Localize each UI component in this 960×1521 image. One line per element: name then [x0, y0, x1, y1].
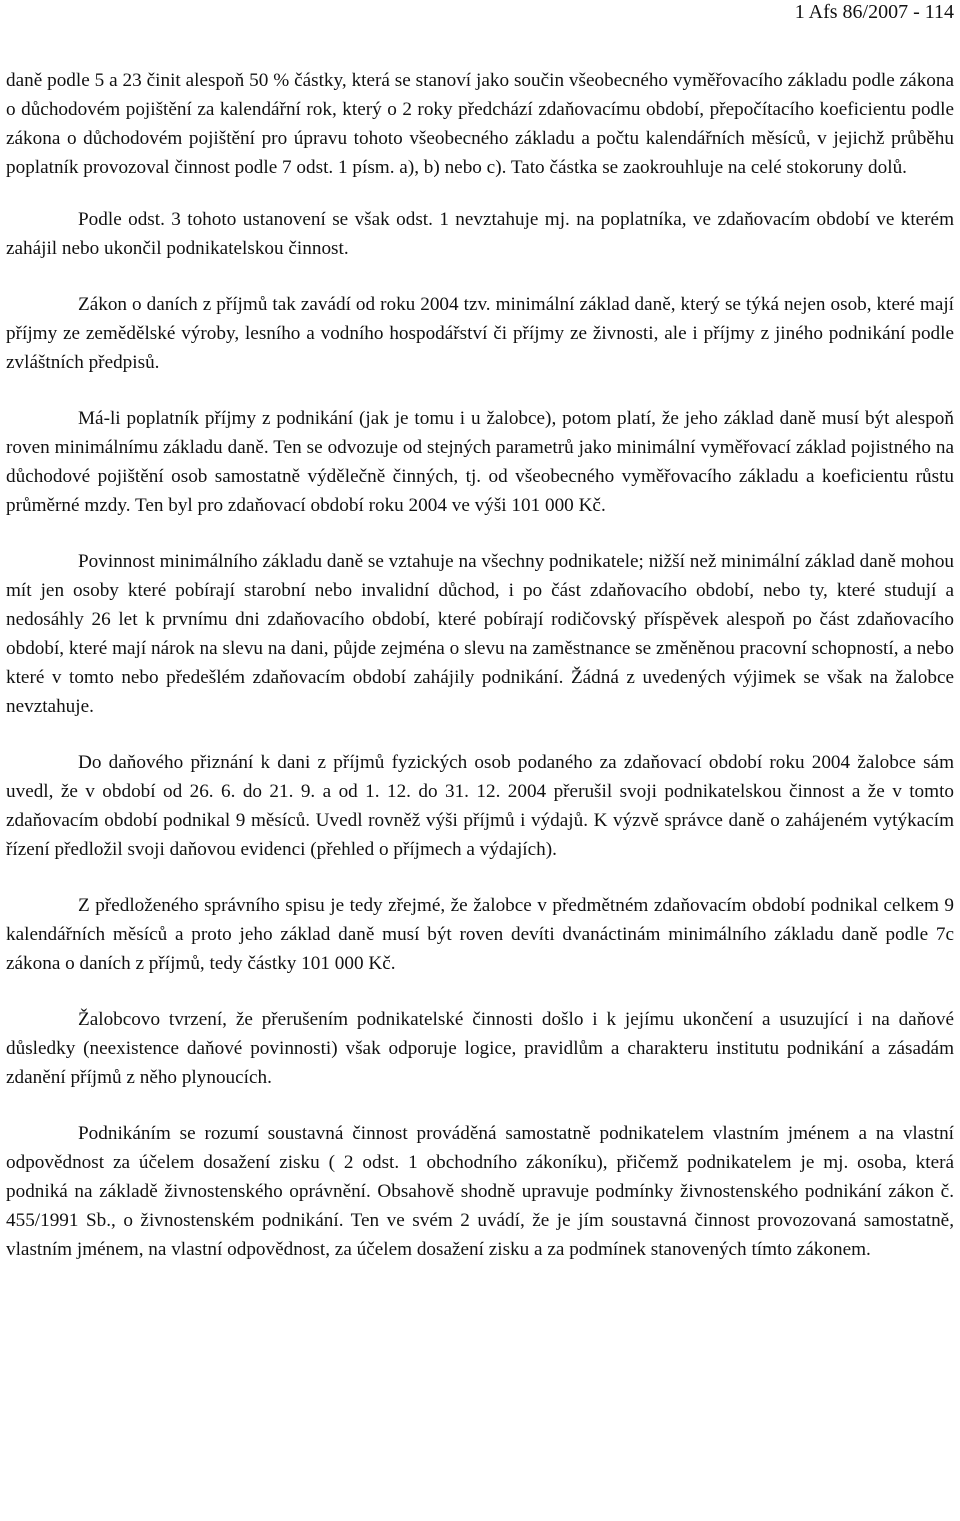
- paragraph-prijmy-z-podnikani: Má-li poplatník příjmy z podnikání (jak je tomu i u žalobce), potom platí, že jeho základ daně musí být alespoň roven minimálnímu základu daně. Ten se odvozuje od stejných parametrů jako minimální vyměřovací základ pojistného na důchodové pojištění osob samostatně výdělečně činných, tj. od všeobecného vyměřovacího základu a koeficientu růstu průměrné mzdy. Ten byl pro zdaňovací období roku 2004 ve výši 101 000 Kč.: [6, 408, 954, 516]
- paragraph-podnikani: Podnikáním se rozumí soustavná činnost prováděná samostatně podnikatelem vlastním jménem a na vlastní odpovědnost za účelem dosažení zisku ( 2 odst. 1 obchodního zákoníku), přičemž podnikatelem je mj. osoba, která podniká na základě živnostenského oprávnění. Obsahově shodně upravuje podmínky živnostenského podnikání zákon č. 455/1991 Sb., o živnostenském podnikání. Ten ve svém 2 uvádí, že je jím soustavná činnost provozovaná samostatně, vlastním jménem, na vlastní odpovědnost, za účelem dosažení zisku a za podmínek stanovených tímto zákonem.: [6, 1123, 954, 1260]
- paragraph-minimalni-zaklad: Zákon o daních z příjmů tak zavádí od roku 2004 tzv. minimální základ daně, který se týká nejen osob, které mají příjmy ze zemědělské výroby, lesního a vodního hospodářství či příjmy ze živnosti, ale i příjmy z jiného podnikání podle zvláštních předpisů.: [6, 294, 954, 373]
- case-number-header: 1 Afs 86/2007 - 114: [794, 1, 954, 23]
- paragraph-povinnost: Povinnost minimálního základu daně se vztahuje na všechny podnikatele; nižší než minimální základ daně mohou mít jen osoby které pobírají starobní nebo invalidní důchod, i po část zdaňovacího období, nebo ty, které studují a nedosáhly 26 let k prvnímu dni zdaňovacího období, které pobírají rodičovský příspěvek alespoň po část zdaňovacího období, které mají nárok na slevu na dani, půjde zejména o slevu na zaměstnance se změněnou pracovní schopností, a nebo které v tomto nebo předešlém zdaňovacím období zahájily podnikání. Žádná z uvedených výjimek se však na žalobce nevztahuje.: [6, 551, 955, 717]
- paragraph-spravni-spis: Z předloženého správního spisu je tedy zřejmé, že žalobce v předmětném zdaňovacím období podnikal celkem 9 kalendářních měsíců a proto jeho základ daně musí být roven devíti dvanáctinám minimálního základu daně podle 7c zákona o daních z příjmů, tedy částky 101 000 Kč.: [6, 895, 954, 974]
- paragraph-zalobcovo-tvrzeni: Žalobcovo tvrzení, že přerušením podnikatelské činnosti došlo i k jejímu ukončení a usuzující i na daňové důsledky (neexistence daňové povinnosti) však odporuje logice, pravidlům a charakteru institutu podnikání a zásadám zdanění příjmů z něho plynoucích.: [6, 1009, 954, 1088]
- paragraph-continuation: daně podle 5 a 23 činit alespoň 50 % částky, která se stanoví jako součin všeobecného vyměřovacího základu podle zákona o důchodovém pojištění za kalendářní rok, který o 2 roky předchází zdaňovacímu období, přepočítacího koeficientu podle zákona o důchodovém pojištění pro úpravu tohoto všeobecného základu a počtu kalendářních měsíců, v jejichž průběhu poplatník provozoval činnost podle 7 odst. 1 písm. a), b) nebo c). Tato částka se zaokrouhluje na celé stokoruny dolů.: [6, 70, 954, 178]
- document-body: [6, 66, 954, 1264]
- paragraph-odst-3: Podle odst. 3 tohoto ustanovení se však odst. 1 nevztahuje mj. na poplatníka, ve zdaňovacím období ve kterém zahájil nebo ukončil podnikatelskou činnost.: [6, 209, 954, 259]
- paragraph-danove-priznani: Do daňového přiznání k dani z příjmů fyzických osob podaného za zdaňovací období roku 2004 žalobce sám uvedl, že v období od 26. 6. do 21. 9. a od 1. 12. do 31. 12. 2004 přerušil svoji podnikatelskou činnost a že v tomto zdaňovacím období podnikal 9 měsíců. Uvedl rovněž výši příjmů i výdajů. K výzvě správce daně o zahájeném vytýkacím řízení předložil svoji daňovou evidenci (přehled o příjmech a výdajích).: [6, 752, 954, 860]
